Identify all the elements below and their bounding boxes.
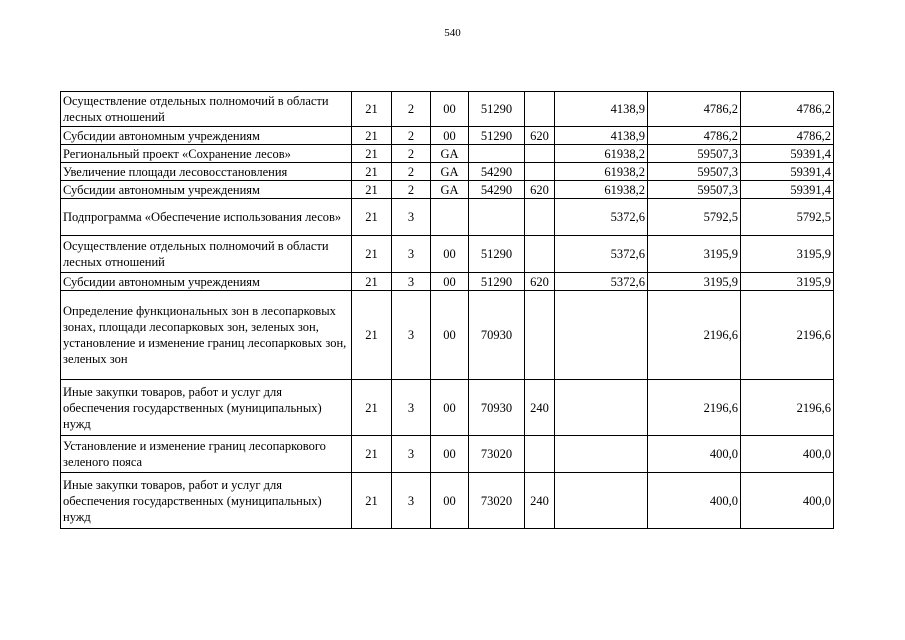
amount-year-1: 4138,9 bbox=[555, 127, 648, 145]
amount-year-3: 3195,9 bbox=[741, 273, 834, 291]
code-expense-type bbox=[525, 291, 555, 380]
code-event: 00 bbox=[431, 380, 469, 436]
code-event: GA bbox=[431, 145, 469, 163]
row-name: Осуществление отдельных полномочий в области лесных отношений bbox=[61, 236, 352, 273]
code-chapter: 21 bbox=[352, 236, 392, 273]
row-name: Осуществление отдельных полномочий в области лесных отношений bbox=[61, 92, 352, 127]
code-subprogram: 2 bbox=[392, 163, 431, 181]
code-expense-type: 620 bbox=[525, 273, 555, 291]
code-subprogram: 3 bbox=[392, 291, 431, 380]
code-chapter: 21 bbox=[352, 273, 392, 291]
code-direction bbox=[469, 145, 525, 163]
code-expense-type bbox=[525, 236, 555, 273]
amount-year-1: 5372,6 bbox=[555, 199, 648, 236]
code-expense-type: 240 bbox=[525, 473, 555, 529]
amount-year-2: 3195,9 bbox=[648, 273, 741, 291]
row-name: Иные закупки товаров, работ и услуг для обеспечения государственных (муниципальных) нужд bbox=[61, 380, 352, 436]
table-row bbox=[61, 92, 834, 127]
amount-year-2: 400,0 bbox=[648, 473, 741, 529]
code-direction: 73020 bbox=[469, 436, 525, 473]
amount-year-2: 400,0 bbox=[648, 436, 741, 473]
code-subprogram: 2 bbox=[392, 181, 431, 199]
code-event: 00 bbox=[431, 92, 469, 127]
table-row bbox=[61, 199, 834, 236]
amount-year-1: 61938,2 bbox=[555, 181, 648, 199]
table-row bbox=[61, 236, 834, 273]
amount-year-3: 59391,4 bbox=[741, 163, 834, 181]
amount-year-3: 2196,6 bbox=[741, 380, 834, 436]
amount-year-1: 61938,2 bbox=[555, 145, 648, 163]
code-direction: 51290 bbox=[469, 236, 525, 273]
amount-year-3: 3195,9 bbox=[741, 236, 834, 273]
code-direction: 73020 bbox=[469, 473, 525, 529]
amount-year-1: 4138,9 bbox=[555, 92, 648, 127]
code-event: 00 bbox=[431, 127, 469, 145]
code-direction bbox=[469, 199, 525, 236]
amount-year-1: 5372,6 bbox=[555, 273, 648, 291]
amount-year-2: 3195,9 bbox=[648, 236, 741, 273]
row-name: Субсидии автономным учреждениям bbox=[61, 181, 352, 199]
code-subprogram: 3 bbox=[392, 199, 431, 236]
code-event: GA bbox=[431, 163, 469, 181]
amount-year-2: 2196,6 bbox=[648, 380, 741, 436]
amount-year-1: 61938,2 bbox=[555, 163, 648, 181]
table-body bbox=[61, 92, 834, 529]
code-direction: 51290 bbox=[469, 127, 525, 145]
code-expense-type: 240 bbox=[525, 380, 555, 436]
table-row bbox=[61, 473, 834, 529]
code-subprogram: 3 bbox=[392, 436, 431, 473]
page-number: 540 bbox=[444, 27, 461, 39]
code-subprogram: 3 bbox=[392, 273, 431, 291]
budget-table bbox=[60, 91, 834, 529]
row-name: Подпрограмма «Обеспечение использования лесов» bbox=[61, 199, 352, 236]
table-row bbox=[61, 291, 834, 380]
amount-year-2: 2196,6 bbox=[648, 291, 741, 380]
table-row bbox=[61, 145, 834, 163]
amount-year-2: 59507,3 bbox=[648, 145, 741, 163]
code-event: 00 bbox=[431, 473, 469, 529]
row-name: Субсидии автономным учреждениям bbox=[61, 127, 352, 145]
amount-year-1 bbox=[555, 436, 648, 473]
table-row bbox=[61, 181, 834, 199]
table-row bbox=[61, 380, 834, 436]
amount-year-3: 2196,6 bbox=[741, 291, 834, 380]
code-direction: 51290 bbox=[469, 273, 525, 291]
amount-year-3: 400,0 bbox=[741, 436, 834, 473]
code-expense-type bbox=[525, 145, 555, 163]
row-name: Субсидии автономным учреждениям bbox=[61, 273, 352, 291]
amount-year-2: 59507,3 bbox=[648, 163, 741, 181]
code-subprogram: 2 bbox=[392, 145, 431, 163]
amount-year-1 bbox=[555, 473, 648, 529]
code-chapter: 21 bbox=[352, 181, 392, 199]
amount-year-2: 4786,2 bbox=[648, 127, 741, 145]
amount-year-3: 400,0 bbox=[741, 473, 834, 529]
amount-year-1: 5372,6 bbox=[555, 236, 648, 273]
code-chapter: 21 bbox=[352, 92, 392, 127]
code-chapter: 21 bbox=[352, 291, 392, 380]
code-event: 00 bbox=[431, 236, 469, 273]
code-chapter: 21 bbox=[352, 199, 392, 236]
table-row bbox=[61, 436, 834, 473]
code-chapter: 21 bbox=[352, 145, 392, 163]
amount-year-3: 4786,2 bbox=[741, 127, 834, 145]
amount-year-3: 5792,5 bbox=[741, 199, 834, 236]
code-event: 00 bbox=[431, 436, 469, 473]
code-subprogram: 2 bbox=[392, 92, 431, 127]
code-direction: 70930 bbox=[469, 380, 525, 436]
amount-year-2: 4786,2 bbox=[648, 92, 741, 127]
code-subprogram: 2 bbox=[392, 127, 431, 145]
amount-year-3: 59391,4 bbox=[741, 145, 834, 163]
code-subprogram: 3 bbox=[392, 473, 431, 529]
code-expense-type bbox=[525, 92, 555, 127]
code-event: 00 bbox=[431, 291, 469, 380]
row-name: Иные закупки товаров, работ и услуг для обеспечения государственных (муниципальных) нужд bbox=[61, 473, 352, 529]
code-expense-type: 620 bbox=[525, 127, 555, 145]
code-event: 00 bbox=[431, 273, 469, 291]
code-chapter: 21 bbox=[352, 163, 392, 181]
row-name: Увеличение площади лесовосстановления bbox=[61, 163, 352, 181]
code-chapter: 21 bbox=[352, 127, 392, 145]
row-name: Определение функциональных зон в лесопарковых зонах, площади лесопарковых зон, зеленых зон, установление и изменение границ лесопарковых зон, зеленых зон bbox=[61, 291, 352, 380]
code-direction: 51290 bbox=[469, 92, 525, 127]
amount-year-1 bbox=[555, 380, 648, 436]
code-direction: 70930 bbox=[469, 291, 525, 380]
code-chapter: 21 bbox=[352, 473, 392, 529]
code-chapter: 21 bbox=[352, 380, 392, 436]
amount-year-2: 59507,3 bbox=[648, 181, 741, 199]
table-row bbox=[61, 127, 834, 145]
code-expense-type: 620 bbox=[525, 181, 555, 199]
amount-year-3: 4786,2 bbox=[741, 92, 834, 127]
amount-year-1 bbox=[555, 291, 648, 380]
code-expense-type bbox=[525, 163, 555, 181]
amount-year-3: 59391,4 bbox=[741, 181, 834, 199]
amount-year-2: 5792,5 bbox=[648, 199, 741, 236]
code-direction: 54290 bbox=[469, 163, 525, 181]
code-expense-type bbox=[525, 436, 555, 473]
row-name: Региональный проект «Сохранение лесов» bbox=[61, 145, 352, 163]
code-event bbox=[431, 199, 469, 236]
table-row bbox=[61, 273, 834, 291]
code-subprogram: 3 bbox=[392, 236, 431, 273]
code-event: GA bbox=[431, 181, 469, 199]
code-subprogram: 3 bbox=[392, 380, 431, 436]
row-name: Установление и изменение границ лесопаркового зеленого пояса bbox=[61, 436, 352, 473]
code-chapter: 21 bbox=[352, 436, 392, 473]
code-direction: 54290 bbox=[469, 181, 525, 199]
code-expense-type bbox=[525, 199, 555, 236]
table-row bbox=[61, 163, 834, 181]
